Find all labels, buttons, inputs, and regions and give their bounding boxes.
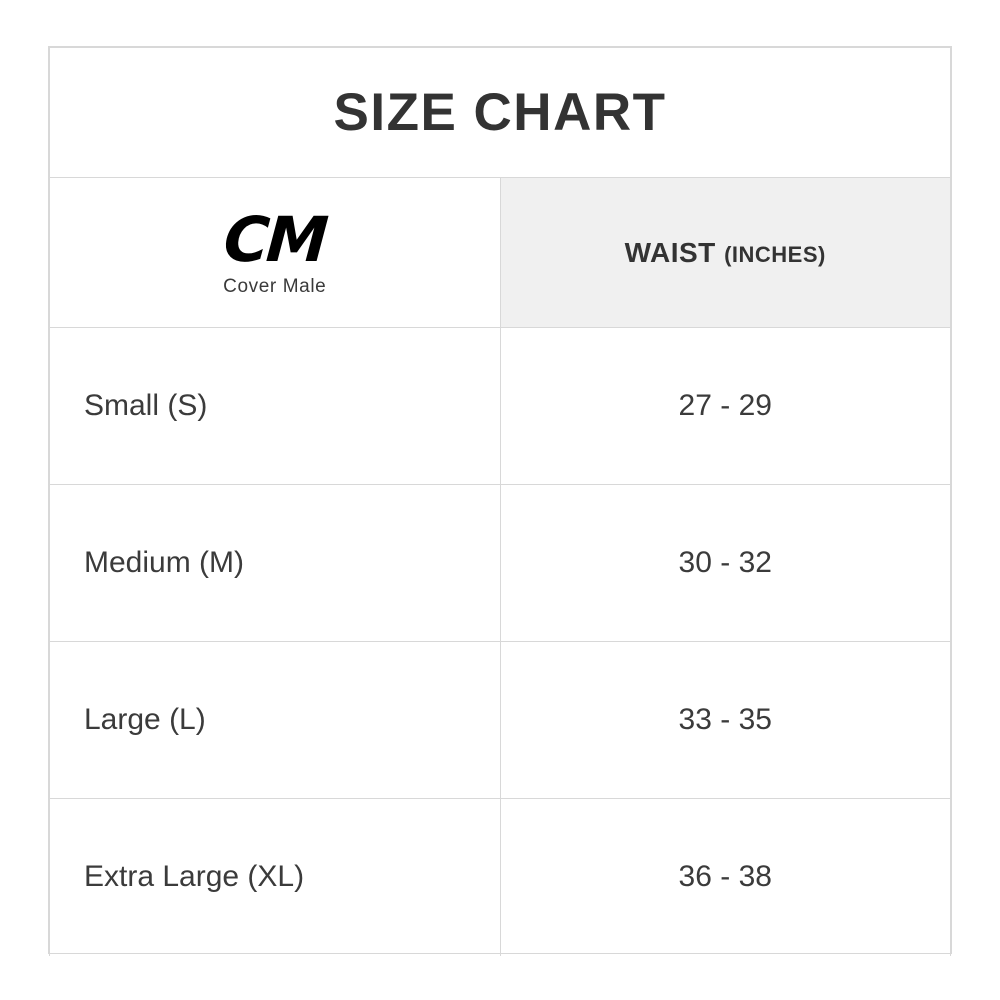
waist-value-small: 27 - 29 <box>500 328 951 485</box>
brand-monogram: CM <box>221 202 328 276</box>
size-chart-table <box>49 47 951 956</box>
table-row <box>50 642 951 799</box>
waist-value-extra-large: 36 - 38 <box>500 799 951 956</box>
waist-value-large: 33 - 35 <box>500 642 951 799</box>
table-row <box>50 485 951 642</box>
brand-logo <box>221 202 328 297</box>
waist-header-text <box>625 237 826 268</box>
title-row <box>50 48 951 178</box>
size-label-small: Small (S) <box>50 328 501 485</box>
waist-value-medium: 30 - 32 <box>500 485 951 642</box>
size-label-extra-large: Extra Large (XL) <box>50 799 501 956</box>
brand-name: Cover Male <box>223 275 327 297</box>
size-label-large: Large (L) <box>50 642 501 799</box>
waist-header-label: WAIST <box>624 236 725 268</box>
header-row <box>50 178 951 328</box>
brand-logo-cell <box>50 178 501 328</box>
waist-header-unit: (INCHES) <box>724 241 826 267</box>
table-row <box>50 328 951 485</box>
title-cell <box>50 48 951 178</box>
waist-column-header <box>500 178 951 328</box>
size-label-medium: Medium (M) <box>50 485 501 642</box>
page-title: SIZE CHART <box>333 83 667 142</box>
table-row <box>50 799 951 956</box>
size-chart-container <box>48 46 952 954</box>
